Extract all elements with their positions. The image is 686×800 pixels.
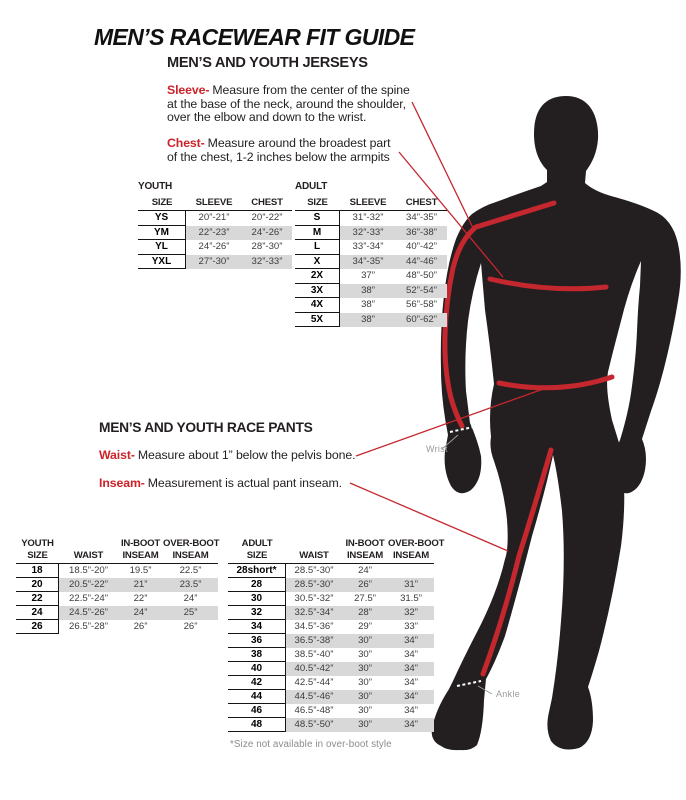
value-cells — [340, 298, 447, 313]
value-cell: 19.5” — [129, 565, 152, 576]
size-cell: 30 — [228, 592, 286, 606]
table-header-row — [16, 538, 218, 564]
value-cells — [286, 592, 434, 606]
table-header-row — [138, 195, 292, 211]
value-cells — [286, 634, 434, 648]
table-row — [16, 578, 218, 592]
table-row — [295, 284, 447, 299]
table-row — [228, 578, 434, 592]
value-cell: 24” — [183, 593, 198, 604]
inseam-label: Inseam- — [99, 476, 145, 490]
value-cell: 32” — [404, 607, 418, 618]
size-cell: 24 — [16, 606, 59, 620]
value-cell: 30” — [358, 649, 372, 660]
value-cell: 22”-23” — [198, 226, 230, 238]
table-row — [228, 676, 434, 690]
value-cells — [340, 284, 447, 299]
size-cell: 2X — [295, 269, 340, 284]
column-header-line: WAIST — [73, 549, 104, 561]
value-cell: 56”-58” — [406, 299, 437, 310]
column-header-line: IN-BOOT — [345, 538, 385, 549]
value-cell: 48.5”-50” — [294, 719, 334, 730]
page-title: MEN’S RACEWEAR FIT GUIDE — [94, 24, 415, 50]
size-cell: 28 — [228, 578, 286, 592]
value-cell: 20”-22” — [251, 212, 283, 223]
column-header — [286, 550, 342, 564]
table-row — [228, 662, 434, 676]
size-cell: 46 — [228, 704, 286, 718]
value-cells — [286, 704, 434, 718]
value-cell: 33” — [404, 621, 418, 632]
table-row — [228, 564, 434, 578]
table-header-row — [295, 195, 447, 211]
column-header-line: CHEST — [251, 196, 283, 208]
table-row — [16, 592, 218, 606]
value-cell: 22.5”-24” — [69, 593, 108, 604]
size-cell: 22 — [16, 592, 59, 606]
size-cell: 5X — [295, 313, 340, 328]
value-cell: 22.5” — [179, 565, 202, 576]
value-cell: 32.5”-34” — [294, 607, 334, 618]
table-row — [295, 211, 447, 226]
value-cell: 34” — [404, 649, 418, 660]
column-header — [242, 197, 292, 211]
value-cell: 30” — [358, 719, 372, 730]
value-cells — [286, 648, 434, 662]
size-cell: 42 — [228, 676, 286, 690]
adult-pants-table — [228, 538, 445, 732]
sleeve-label: Sleeve- — [167, 83, 210, 97]
value-cells — [286, 662, 434, 676]
size-cell: 38 — [228, 648, 286, 662]
pants-section-heading: MEN’S AND YOUTH RACE PANTS — [99, 420, 313, 435]
sleeve-instruction-line1: Sleeve- Measure from the center of the spine — [167, 83, 410, 97]
value-cell: 24” — [358, 565, 372, 576]
value-cell: 60”-62” — [406, 313, 437, 325]
table-row — [16, 606, 218, 620]
value-cells — [59, 592, 218, 606]
value-cell: 38” — [361, 299, 375, 310]
size-cell: 3X — [295, 284, 340, 299]
value-cell: 23.5” — [179, 579, 202, 590]
table-row — [138, 211, 292, 226]
column-header-line: INSEAM — [122, 549, 159, 561]
table-row — [228, 718, 434, 732]
value-cell: 30” — [358, 705, 372, 716]
value-cell: 44”-46” — [406, 255, 437, 267]
chest-instruction-line1: Chest- Measure around the broadest part — [167, 136, 391, 150]
value-cell: 34” — [404, 691, 418, 702]
table-row — [228, 690, 434, 704]
table-row — [228, 592, 434, 606]
value-cells — [59, 564, 218, 578]
value-cell: 30” — [358, 691, 372, 702]
value-cell: 34”-35” — [406, 212, 437, 223]
size-cell: 18 — [16, 564, 59, 578]
value-cell: 52”-54” — [406, 284, 437, 296]
value-cell: 46.5”-48” — [294, 705, 334, 716]
inseam-instruction: Inseam- Measurement is actual pant inseam. — [99, 476, 342, 490]
value-cells — [186, 226, 292, 241]
adult-jerseys-table — [295, 181, 447, 327]
table-row — [228, 634, 434, 648]
column-header-line: SIZE — [27, 549, 48, 561]
value-cell: 31”-32” — [352, 212, 384, 223]
value-cells — [340, 269, 447, 284]
youth-pants-table — [16, 538, 218, 634]
value-cell: 36.5”-38” — [294, 635, 334, 646]
value-cell: 26” — [183, 621, 198, 632]
table-row — [295, 255, 447, 270]
value-cell: 34” — [404, 663, 418, 674]
column-header-line: SIZE — [246, 549, 268, 561]
sleeve-instruction — [167, 84, 410, 125]
size-cell: 32 — [228, 606, 286, 620]
size-cell: 26 — [16, 620, 59, 634]
size-cell: 4X — [295, 298, 340, 313]
sleeve-instruction-line3: over the elbow and down to the wrist. — [167, 110, 367, 125]
size-cell: YS — [138, 211, 186, 226]
value-cell: 26” — [358, 579, 372, 590]
value-cell: 20”-21” — [198, 212, 230, 223]
size-cell: X — [295, 255, 340, 270]
table-body — [295, 211, 447, 327]
youth-pants-grid — [16, 538, 218, 634]
value-cells — [286, 564, 434, 578]
table-row — [295, 269, 447, 284]
size-cell: 36 — [228, 634, 286, 648]
table-row — [228, 704, 434, 718]
chest-label: Chest- — [167, 136, 205, 150]
jerseys-section-heading: MEN’S AND YOUTH JERSEYS — [167, 55, 368, 71]
youth-jerseys-grid — [138, 195, 292, 269]
column-header-line: SLEEVE — [195, 196, 233, 208]
value-cell: 44.5”-46” — [294, 691, 334, 702]
value-cell: 30” — [358, 635, 372, 646]
column-header — [186, 197, 242, 211]
value-cell — [388, 564, 434, 578]
value-cells — [59, 620, 218, 634]
table-row — [16, 620, 218, 634]
table-group-label: ADULT — [295, 181, 328, 192]
value-cell: 32”-33” — [251, 255, 283, 267]
column-header — [388, 538, 445, 563]
size-cell: S — [295, 211, 340, 226]
value-cell: 34” — [404, 635, 418, 646]
value-cell: 30” — [358, 677, 372, 688]
size-cell: YXL — [138, 255, 186, 270]
value-cell: 18.5”-20” — [69, 565, 108, 576]
column-header-line: YOUTH — [21, 538, 54, 549]
value-cell: 33”-34” — [352, 241, 384, 252]
column-header-line: ADULT — [241, 538, 273, 549]
table-row — [228, 648, 434, 662]
adult-jerseys-grid — [295, 195, 447, 327]
table-body — [228, 564, 434, 732]
value-cells — [286, 718, 434, 732]
column-header — [342, 538, 388, 563]
overboot-footnote: *Size not available in over-boot style — [230, 739, 392, 750]
value-cell: 34.5”-36” — [294, 621, 334, 632]
youth-jerseys-table — [138, 181, 292, 269]
value-cells — [286, 676, 434, 690]
value-cell: 24”-26” — [251, 226, 283, 238]
value-cell: 31” — [404, 579, 418, 590]
value-cells — [59, 606, 218, 620]
value-cells — [286, 620, 434, 634]
value-cell: 30” — [358, 663, 372, 674]
value-cell: 21” — [133, 579, 148, 590]
value-cell: 34”-35” — [352, 255, 384, 267]
value-cells — [286, 578, 434, 592]
value-cells — [186, 211, 292, 226]
value-cells — [59, 578, 218, 592]
table-row — [228, 620, 434, 634]
column-header-line: IN-BOOT — [120, 538, 161, 549]
chest-instruction — [167, 137, 390, 164]
value-cells — [340, 226, 447, 241]
value-cell: 28.5”-30” — [294, 565, 334, 576]
value-cells — [186, 255, 292, 270]
value-cell: 40”-42” — [406, 241, 437, 252]
value-cell: 38” — [361, 313, 375, 325]
ankle-label: Ankle — [496, 689, 521, 699]
value-cell: 27”-30” — [198, 255, 230, 267]
column-header — [16, 538, 59, 563]
column-header-line: SIZE — [151, 196, 173, 208]
value-cell: 34” — [404, 719, 418, 730]
value-cell: 22” — [133, 593, 148, 604]
column-header — [340, 197, 396, 211]
value-cell: 24.5”-26” — [69, 607, 108, 618]
column-header-line: INSEAM — [392, 549, 430, 561]
adult-pants-grid — [228, 538, 445, 732]
value-cells — [340, 211, 447, 226]
size-cell: 34 — [228, 620, 286, 634]
value-cell: 26.5”-28” — [69, 621, 108, 632]
body-silhouette — [432, 96, 681, 750]
column-header-line: SIZE — [307, 196, 328, 208]
table-row — [295, 313, 447, 328]
column-header — [228, 538, 286, 563]
column-header-line: CHEST — [405, 196, 438, 208]
value-cell: 28”-30” — [251, 241, 283, 252]
value-cells — [286, 606, 434, 620]
size-cell: L — [295, 240, 340, 255]
value-cell: 27.5” — [354, 593, 376, 604]
table-row — [295, 226, 447, 241]
value-cell: 36”-38” — [406, 226, 437, 238]
waist-label: Waist- — [99, 448, 135, 462]
value-cells — [186, 240, 292, 255]
value-cells — [340, 240, 447, 255]
table-header-row — [228, 538, 445, 564]
column-header-line: SLEEVE — [349, 196, 387, 208]
size-cell: 20 — [16, 578, 59, 592]
size-cell: YM — [138, 226, 186, 241]
column-header — [118, 538, 163, 563]
size-cell: 28short* — [228, 564, 286, 578]
value-cell: 38.5”-40” — [294, 649, 334, 660]
waist-instruction: Waist- Measure about 1” below the pelvis bone. — [99, 448, 356, 462]
size-cell: M — [295, 226, 340, 241]
value-cell: 20.5”-22” — [69, 579, 108, 590]
column-header — [59, 550, 118, 564]
column-header-line: INSEAM — [346, 549, 384, 561]
value-cells — [286, 690, 434, 704]
table-row — [295, 240, 447, 255]
column-header-line: WAIST — [299, 549, 329, 561]
table-row — [138, 226, 292, 241]
column-header — [138, 197, 186, 211]
table-row — [295, 298, 447, 313]
wrist-label: Wrist — [426, 444, 448, 454]
column-header-line: OVER-BOOT — [163, 538, 220, 549]
value-cell: 34” — [404, 705, 418, 716]
size-cell: YL — [138, 240, 186, 255]
value-cells — [340, 313, 447, 328]
value-cell: 24”-26” — [198, 241, 230, 252]
column-header — [295, 197, 340, 211]
value-cells — [340, 255, 447, 270]
value-cell: 24” — [133, 607, 148, 618]
value-cell: 30.5”-32” — [294, 593, 334, 604]
chest-instruction-line2: of the chest, 1-2 inches below the armpits — [167, 149, 390, 164]
table-row — [138, 240, 292, 255]
value-cell: 31.5” — [400, 593, 422, 604]
value-cell: 26” — [133, 621, 148, 632]
table-body — [138, 211, 292, 269]
size-cell: 40 — [228, 662, 286, 676]
table-group-label: YOUTH — [138, 181, 173, 192]
value-cell: 38” — [361, 284, 375, 296]
table-body — [16, 564, 218, 634]
value-cell: 32”-33” — [352, 226, 384, 238]
size-cell: 44 — [228, 690, 286, 704]
size-cell: 48 — [228, 718, 286, 732]
column-header — [163, 538, 218, 563]
value-cell: 48”-50” — [406, 270, 437, 281]
column-header-line: INSEAM — [172, 549, 209, 561]
value-cell: 42.5”-44” — [294, 677, 334, 688]
column-header — [396, 197, 447, 211]
value-cell: 25” — [183, 607, 198, 618]
table-row — [16, 564, 218, 578]
table-row — [138, 255, 292, 270]
value-cell: 29” — [358, 621, 372, 632]
value-cell: 40.5”-42” — [294, 663, 334, 674]
value-cell: 28” — [358, 607, 372, 618]
value-cell: 34” — [404, 677, 418, 688]
table-row — [228, 606, 434, 620]
value-cell: 37” — [361, 270, 375, 281]
value-cell: 28.5”-30” — [294, 579, 334, 590]
sleeve-instruction-line2: at the base of the neck, around the shoulder, — [167, 96, 406, 111]
column-header-line: OVER-BOOT — [388, 538, 445, 549]
